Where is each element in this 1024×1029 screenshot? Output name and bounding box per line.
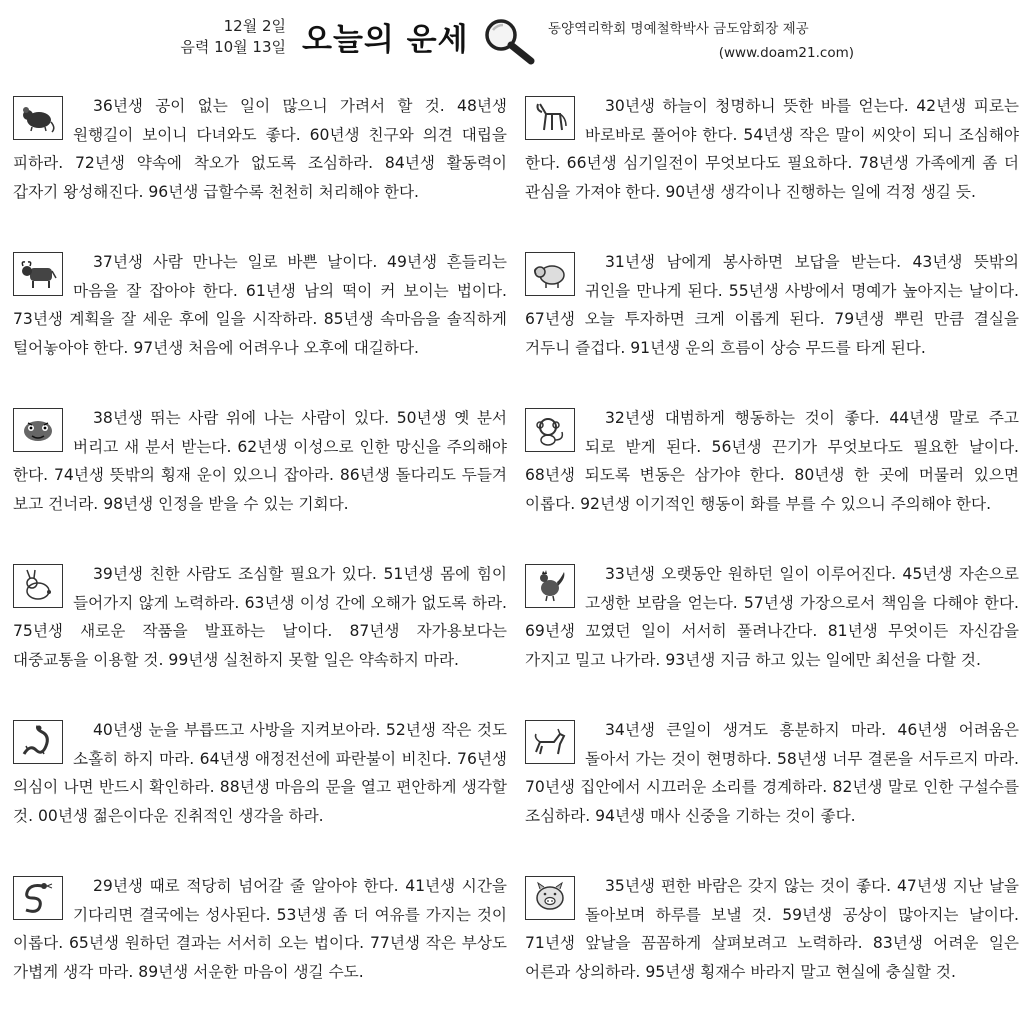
- dog-icon: [525, 720, 575, 764]
- left-fortune-column: [13, 92, 507, 1028]
- solar-date: 12월 2일: [223, 17, 286, 35]
- fortune-entry-tiger: [13, 404, 507, 555]
- rabbit-icon: [13, 564, 63, 608]
- fortune-text: 29년생 때로 적당히 넘어갈 줄 알아야 한다. 41년생 시간을 기다리면 결국에는 성사된다. 53년생 좀 더 여유를 가지는 것이 이롭다. 65년생 원하던 결과는 서서히 오는 법이다. 77년생 작은 부상도 가볍게 생각 마라. 89년생 서운한 마음이 생길 수도.: [13, 877, 507, 981]
- fortune-text: 33년생 오랫동안 원하던 일이 이루어진다. 45년생 자손으로 고생한 보람을 얻는다. 57년생 가장으로서 책임을 다해야 한다. 69년생 꼬였던 일이 서서히 풀려나간다. 81년생 무엇이든 자신감을 가지고 밀고 나가라. 93년생 지금 하고 있는 일에만 최선을 다할 것.: [525, 565, 1019, 669]
- fortune-text: 40년생 눈을 부릅뜨고 사방을 지켜보아라. 52년생 작은 것도 소홀히 하지 마라. 64년생 애정전선에 파란불이 비친다. 76년생 의심이 나면 반드시 확인하라. 88년생 마음의 문을 열고 편안하게 생각할 것. 00년생 젊은이다운 진취적인 생각을 하라.: [13, 721, 507, 825]
- fortune-text: 36년생 공이 없는 일이 많으니 가려서 할 것. 48년생 원행길이 보이니 다녀와도 좋다. 60년생 친구와 의견 대립을 피하라. 72년생 약속에 착오가 없도록 조심하라. 84년생 활동력이 갑자기 왕성해진다. 96년생 급할수록 천천히 처리해야 한다.: [13, 97, 507, 201]
- fortune-text: 34년생 큰일이 생겨도 흥분하지 마라. 46년생 어려움은 돌아서 가는 것이 현명하다. 58년생 너무 결론을 서두르지 마라. 70년생 집안에서 시끄러운 소리를 경계하라. 82년생 말로 인한 구설수를 조심하라. 94년생 매사 신중을 기하는 것이 좋다.: [525, 721, 1019, 825]
- credit-block: [548, 17, 868, 65]
- dragon-icon: [13, 720, 63, 764]
- fortune-entry-snake: [13, 872, 507, 1023]
- date-block: [150, 16, 286, 58]
- fortune-text: 38년생 뛰는 사람 위에 나는 사람이 있다. 50년생 옛 분서 버리고 새 분서 받는다. 62년생 이성으로 인한 망신을 주의해야 한다. 74년생 뜻밖의 횡재 운이 있으니 잡아라. 86년생 돌다리도 두들겨 보고 건너라. 98년생 인정을 받을 수 있는 기회다.: [13, 409, 507, 513]
- tiger-icon: [13, 408, 63, 452]
- fortune-entry-monkey: [525, 404, 1019, 555]
- right-fortune-column: [525, 92, 1019, 1028]
- fortune-text: 37년생 사람 만나는 일로 바쁜 날이다. 49년생 흔들리는 마음을 잘 잡아야 한다. 61년생 남의 떡이 커 보이는 법이다. 73년생 계획을 잘 세운 후에 일을 시작하라. 85년생 속마음을 솔직하게 털어놓아야 한다. 97년생 처음에 어려우나 오후에 대길하다.: [13, 253, 507, 357]
- fortune-entry-dragon: [13, 716, 507, 867]
- rat-icon: [13, 96, 63, 140]
- fortune-entry-dog: [525, 716, 1019, 867]
- fortune-text: 35년생 편한 바람은 갖지 않는 것이 좋다. 47년생 지난 날을 돌아보며 하루를 보낼 것. 59년생 공상이 많아지는 날이다. 71년생 앞날을 꼼꼼하게 살펴보려고 노력하라. 83년생 어려운 일은 어른과 상의하라. 95년생 횡재수 바라지 말고 현실에 충실할 것.: [525, 877, 1019, 981]
- magnifying-glass-icon: [481, 16, 539, 66]
- fortune-entry-rooster: [525, 560, 1019, 711]
- monkey-icon: [525, 408, 575, 452]
- fortune-text: 30년생 하늘이 청명하니 뜻한 바를 얻는다. 42년생 피로는 바로바로 풀어야 한다. 54년생 작은 말이 씨앗이 되니 조심해야 한다. 66년생 심기일전이 무엇보다도 필요하다. 78년생 가족에게 좀 더 관심을 가져야 한다. 90년생 생각이나 진행하는 일에 걱정 생길 듯.: [525, 97, 1019, 201]
- fortune-entry-sheep: [525, 248, 1019, 399]
- fortune-text: 39년생 친한 사람도 조심할 필요가 있다. 51년생 몸에 힘이 들어가지 않게 노력하라. 63년생 이성 간에 오해가 없도록 하라. 75년생 새로운 작품을 발표하는 날이다. 87년생 자가용보다는 대중교통을 이용할 것. 99년생 실천하지 못할 일은 약속하지 마라.: [13, 565, 507, 669]
- fortune-entry-horse: [525, 92, 1019, 243]
- snake-icon: [13, 876, 63, 920]
- fortune-entry-rat: [13, 92, 507, 243]
- ox-icon: [13, 252, 63, 296]
- pig-icon: [525, 876, 575, 920]
- fortune-entry-rabbit: [13, 560, 507, 711]
- page-title: 오늘의 운세: [302, 22, 469, 58]
- fortune-header: [0, 0, 1024, 80]
- horse-icon: [525, 96, 575, 140]
- credit-text: 동양역리학회 명예철학박사 금도암회장 제공: [548, 21, 809, 37]
- fortune-entry-pig: [525, 872, 1019, 1023]
- fortune-entry-ox: [13, 248, 507, 399]
- rooster-icon: [525, 564, 575, 608]
- website-link[interactable]: (www.doam21.com): [718, 45, 854, 61]
- lunar-date: 음력 10월 13일: [180, 38, 286, 56]
- fortune-text: 31년생 남에게 봉사하면 보답을 받는다. 43년생 뜻밖의 귀인을 만나게 된다. 55년생 사방에서 명예가 높아지는 날이다. 67년생 오늘 투자하면 크게 이롭게 된다. 79년생 뿌린 만큼 결실을 거두니 즐겁다. 91년생 운의 흐름이 상승 무드를 타게 된다.: [525, 253, 1019, 357]
- sheep-icon: [525, 252, 575, 296]
- fortune-text: 32년생 대범하게 행동하는 것이 좋다. 44년생 말로 주고 되로 받게 된다. 56년생 끈기가 무엇보다도 필요한 날이다. 68년생 되도록 변동은 삼가야 한다. 80년생 한 곳에 머물러 있으면 이롭다. 92년생 이기적인 행동이 화를 부를 수 있으니 주의해야 한다.: [525, 409, 1019, 513]
